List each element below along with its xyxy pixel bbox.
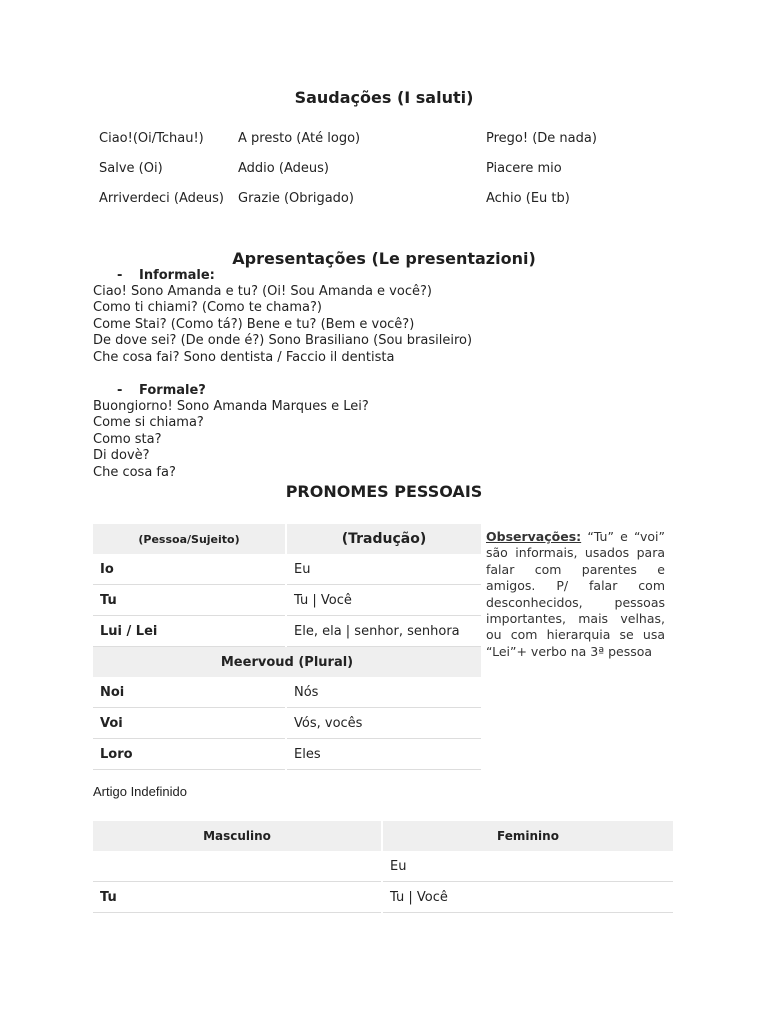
dialogue-line: Che cosa fai? Sono dentista / Faccio il dentista bbox=[93, 350, 395, 365]
pronoun-cell: Io bbox=[93, 554, 285, 585]
dialogue-line: Che cosa fa? bbox=[93, 465, 176, 480]
greeting-item: Addio (Adeus) bbox=[238, 161, 329, 176]
table-row bbox=[93, 677, 481, 708]
pronoun-cell: Tu bbox=[93, 585, 285, 616]
informale-heading bbox=[117, 268, 215, 284]
table-row bbox=[93, 739, 481, 770]
dialogue-line: Come si chiama? bbox=[93, 415, 204, 430]
translation-cell: Eles bbox=[287, 739, 481, 770]
dialogue-line: Di dovè? bbox=[93, 448, 150, 463]
greeting-item: Piacere mio bbox=[486, 161, 562, 176]
artigo-table bbox=[91, 821, 675, 913]
masc-cell: Tu bbox=[93, 882, 381, 913]
pronoun-cell: Noi bbox=[93, 677, 285, 708]
pronomes-table bbox=[91, 524, 483, 770]
observacoes-note bbox=[486, 529, 665, 660]
pronoun-cell: Loro bbox=[93, 739, 285, 770]
table-header-traducao: (Tradução) bbox=[287, 524, 481, 554]
saudacoes-title: Saudações (I saluti) bbox=[294, 88, 474, 107]
bullet-dash: - bbox=[117, 268, 123, 283]
table-row bbox=[93, 554, 481, 585]
fem-cell: Eu bbox=[383, 851, 673, 882]
dialogue-line: De dove sei? (De onde é?) Sono Brasiliano (Sou brasileiro) bbox=[93, 333, 473, 348]
table-row bbox=[93, 585, 481, 616]
apresentacoes-title: Apresentações (Le presentazioni) bbox=[232, 249, 536, 268]
formale-heading bbox=[117, 383, 206, 399]
translation-cell: Tu | Você bbox=[287, 585, 481, 616]
dialogue-line: Ciao! Sono Amanda e tu? (Oi! Sou Amanda e você?) bbox=[93, 284, 432, 299]
greeting-item: Grazie (Obrigado) bbox=[238, 191, 354, 206]
greeting-item: Ciao!(Oi/Tchau!) bbox=[99, 131, 204, 146]
translation-cell: Nós bbox=[287, 677, 481, 708]
dialogue-line: Como ti chiami? (Como te chama?) bbox=[93, 300, 322, 315]
observacoes-label: Observações: bbox=[486, 529, 582, 544]
bullet-dash: - bbox=[117, 383, 123, 398]
table-row bbox=[93, 882, 673, 913]
informale-label: Informale: bbox=[139, 268, 215, 283]
greeting-item: Salve (Oi) bbox=[99, 161, 163, 176]
table-row bbox=[93, 708, 481, 739]
translation-cell: Ele, ela | senhor, senhora bbox=[287, 616, 481, 647]
dialogue-line: Come Stai? (Como tá?) Bene e tu? (Bem e você?) bbox=[93, 317, 415, 332]
greeting-item: Arriverdeci (Adeus) bbox=[99, 191, 224, 206]
pronoun-cell: Lui / Lei bbox=[93, 616, 285, 647]
table-row bbox=[93, 616, 481, 647]
dialogue-line: Como sta? bbox=[93, 432, 162, 447]
translation-cell: Vós, vocês bbox=[287, 708, 481, 739]
table-header-masculino: Masculino bbox=[93, 821, 381, 851]
artigo-title: Artigo Indefinido bbox=[93, 784, 187, 799]
fem-cell: Tu | Você bbox=[383, 882, 673, 913]
table-header-feminino: Feminino bbox=[383, 821, 673, 851]
translation-cell: Eu bbox=[287, 554, 481, 585]
pronomes-title: PRONOMES PESSOAIS bbox=[285, 482, 483, 501]
greeting-item: A presto (Até logo) bbox=[238, 131, 361, 146]
observacoes-text: “Tu” e “voi” são informais, usados para falar com parentes e amigos. P/ falar com desconhecidos, pessoas importantes, mais velhas, ou com hierarquia se usa “Lei”+ verbo na 3ª pessoa bbox=[486, 529, 665, 659]
greeting-item: Prego! (De nada) bbox=[486, 131, 597, 146]
formale-label: Formale? bbox=[139, 383, 206, 398]
table-row bbox=[93, 851, 673, 882]
masc-cell bbox=[93, 851, 381, 882]
pronoun-cell: Voi bbox=[93, 708, 285, 739]
table-header-pessoa: (Pessoa/Sujeito) bbox=[93, 524, 285, 554]
plural-header: Meervoud (Plural) bbox=[93, 647, 481, 677]
greeting-item: Achio (Eu tb) bbox=[486, 191, 570, 206]
dialogue-line: Buongiorno! Sono Amanda Marques e Lei? bbox=[93, 399, 369, 414]
